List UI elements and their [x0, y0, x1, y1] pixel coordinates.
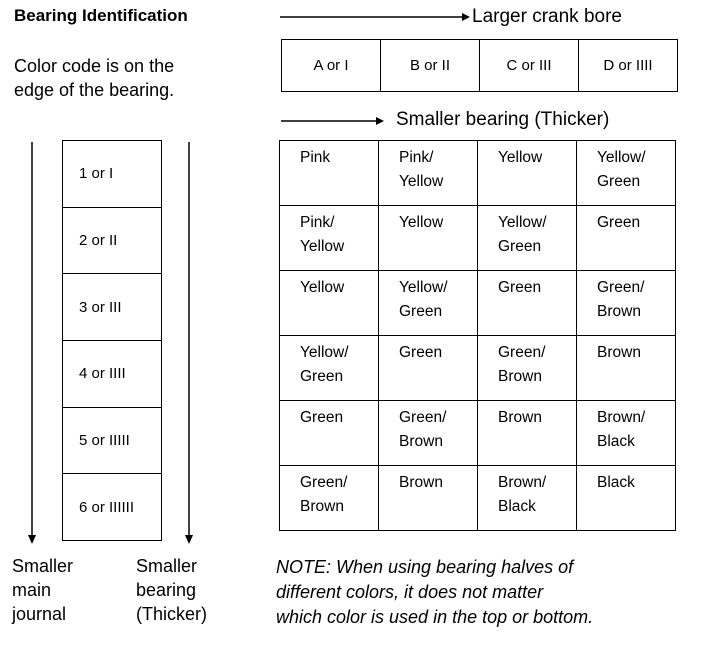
color-cell: Yellow/ Green: [379, 271, 478, 336]
bearing-down-arrowhead: [185, 535, 193, 544]
color-cell: Green: [577, 206, 676, 271]
color-cell: Yellow/ Green: [577, 141, 676, 206]
color-cell: Green: [478, 271, 577, 336]
crank-bore-code-table: [281, 39, 678, 92]
smaller-bearing-label: Smaller bearing (Thicker): [136, 556, 207, 624]
color-cell: Green/ Brown: [478, 336, 577, 401]
smaller-main-journal-label: Smaller main journal: [12, 556, 74, 624]
color-cell: Brown/ Black: [577, 401, 676, 466]
intro-text: Color code is on the edge of the bearing.: [14, 56, 175, 100]
note-text: NOTE: When using bearing halves of different colors, it does not matter which color is used in the top or bottom.: [276, 557, 594, 627]
color-cell: Pink/ Yellow: [280, 206, 379, 271]
crank-bore-code-cell: C or III: [480, 40, 579, 92]
color-cell: Yellow: [478, 141, 577, 206]
color-cell: Green: [280, 401, 379, 466]
bearing-color-grid: [279, 140, 676, 531]
journal-code-table: [62, 140, 162, 541]
journal-code-cell: 1 or I: [63, 141, 162, 208]
color-cell: Yellow/ Green: [280, 336, 379, 401]
page-title: Bearing Identification: [14, 6, 188, 25]
crank-bore-code-cell: A or I: [282, 40, 381, 92]
color-cell: Green/ Brown: [577, 271, 676, 336]
journal-code-cell: 5 or IIIII: [63, 407, 162, 474]
crank-bore-label: Larger crank bore: [472, 6, 622, 27]
color-cell: Yellow/ Green: [478, 206, 577, 271]
crank-bore-arrowhead: [462, 13, 470, 21]
journal-down-arrowhead: [28, 535, 36, 544]
color-cell: Brown: [478, 401, 577, 466]
color-cell: Yellow: [280, 271, 379, 336]
color-cell: Pink: [280, 141, 379, 206]
color-cell: Black: [577, 466, 676, 531]
journal-code-cell: 6 or IIIIII: [63, 474, 162, 541]
color-cell: Green/ Brown: [280, 466, 379, 531]
crank-bore-code-cell: D or IIII: [579, 40, 678, 92]
journal-code-cell: 3 or III: [63, 274, 162, 341]
color-cell: Green/ Brown: [379, 401, 478, 466]
journal-code-cell: 4 or IIII: [63, 341, 162, 408]
color-cell: Brown: [379, 466, 478, 531]
bearing-arrowhead: [376, 117, 384, 125]
color-cell: Brown/ Black: [478, 466, 577, 531]
crank-bore-code-cell: B or II: [381, 40, 480, 92]
color-cell: Green: [379, 336, 478, 401]
bearing-thicker-label: Smaller bearing (Thicker): [396, 109, 610, 130]
color-cell: Brown: [577, 336, 676, 401]
journal-code-cell: 2 or II: [63, 207, 162, 274]
color-cell: Yellow: [379, 206, 478, 271]
color-cell: Pink/ Yellow: [379, 141, 478, 206]
